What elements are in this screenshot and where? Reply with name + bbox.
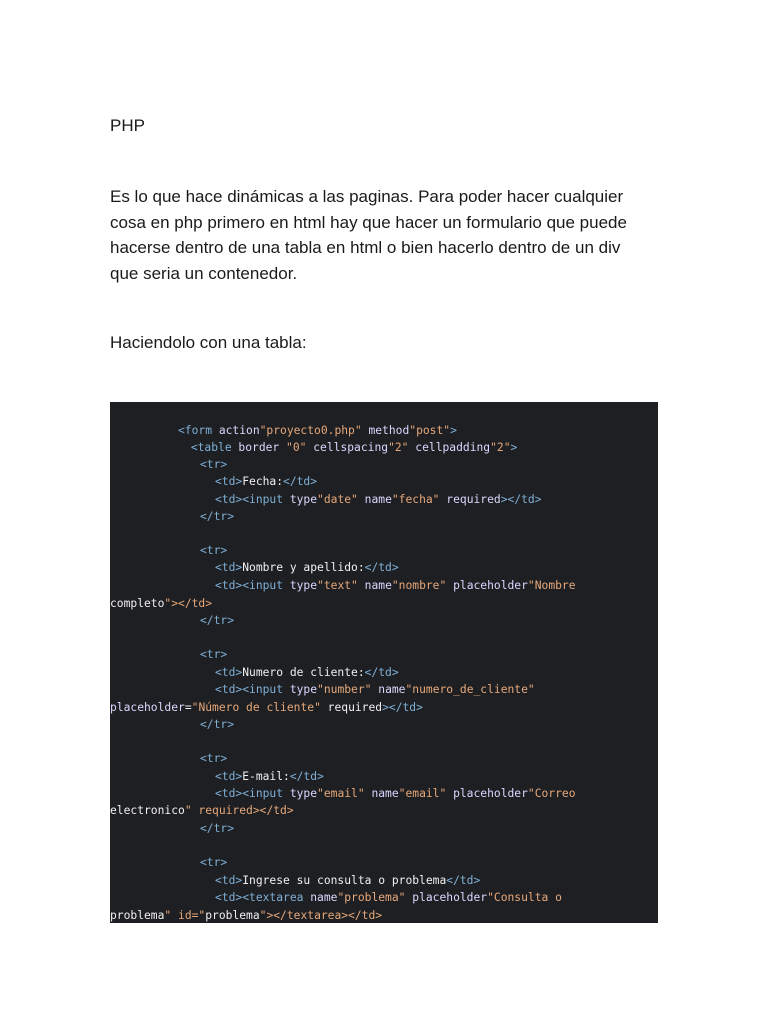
code-line: electronico" required></td>: [110, 804, 294, 817]
code-line: </tr>: [200, 510, 235, 523]
section-subheading: Haciendolo con una tabla:: [110, 333, 307, 352]
code-line: completo"></td>: [110, 597, 213, 610]
code-line: <td>Fecha:</td>: [215, 475, 318, 488]
code-line: <tr>: [200, 544, 228, 557]
code-line: <td><textarea name"problema" placeholder"Consulta o: [215, 891, 562, 904]
code-line: <td><input type"date" name"fecha" required></td>: [215, 493, 542, 506]
code-line: placeholder="Número de cliente" required></td>: [110, 701, 423, 714]
code-line: <td>Nombre y apellido:</td>: [215, 561, 399, 574]
code-line: problema" id="problema"></textarea></td>: [110, 909, 383, 922]
code-line: <tr>: [200, 752, 228, 765]
code-line: </tr>: [200, 614, 235, 627]
code-line: <td>E-mail:</td>: [215, 770, 324, 783]
intro-paragraph: Es lo que hace dinámicas a las paginas. Para poder hacer cualquier cosa en php primero en html hay que hacer un formulario que puede hacerse dentro de una tabla en html o bien hacerlo dentro de un div que seria un contenedor.: [110, 187, 627, 283]
code-line: </tr>: [200, 822, 235, 835]
code-line: </tr>: [200, 718, 235, 731]
code-line: <tr>: [200, 648, 228, 661]
code-line: <form action"proyecto0.php" method"post">: [178, 424, 457, 437]
code-line: <td>Ingrese su consulta o problema</td>: [215, 874, 481, 887]
code-line: <td>Numero de cliente:</td>: [215, 666, 399, 679]
code-line: <tr>: [200, 458, 228, 471]
page-title: PHP: [110, 116, 145, 135]
code-line: <table border "0" cellspacing"2" cellpadding"2">: [190, 441, 518, 454]
code-line: <tr>: [200, 856, 228, 869]
code-line: <td><input type"email" name"email" placeholder"Correo: [215, 787, 576, 800]
code-line: <td><input type"text" name"nombre" placeholder"Nombre: [215, 579, 576, 592]
code-line: <td><input type"number" name"numero_de_cliente": [215, 683, 535, 696]
code-block: [110, 402, 658, 923]
